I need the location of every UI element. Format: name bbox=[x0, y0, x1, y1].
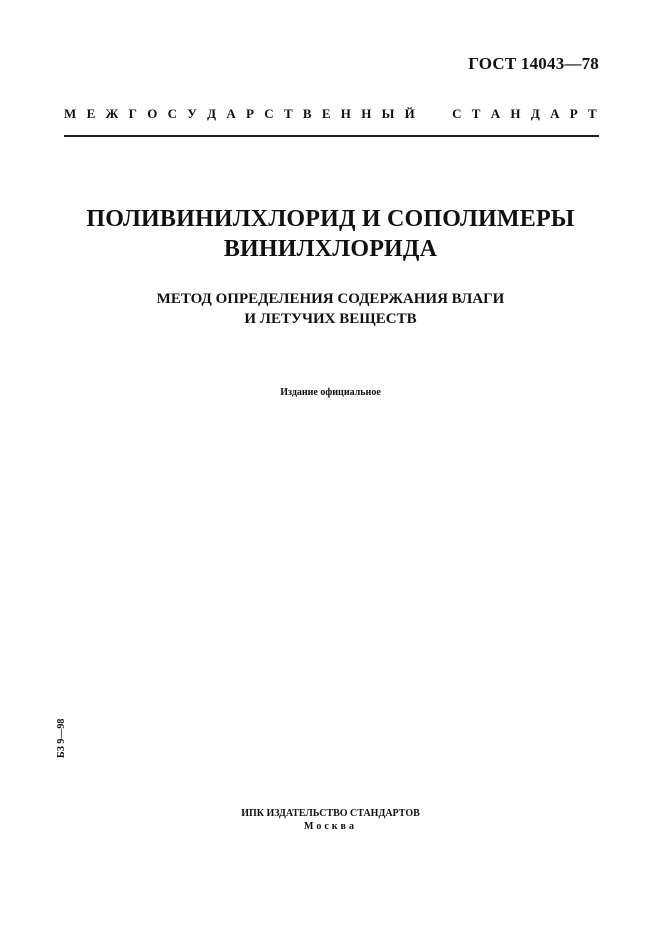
header-divider bbox=[64, 135, 599, 137]
interstate-letter: С bbox=[264, 106, 274, 121]
interstate-letter: С bbox=[167, 106, 178, 121]
interstate-letter bbox=[425, 106, 428, 122]
side-code: БЗ 9—98 bbox=[56, 718, 67, 758]
title-line-2: ВИНИЛХЛОРИДА bbox=[223, 236, 438, 262]
interstate-letter: Н bbox=[510, 106, 521, 121]
interstate-letter: Е bbox=[321, 106, 331, 121]
subtitle-line-1: МЕТОД ОПРЕДЕЛЕНИЯ СОДЕРЖАНИЯ ВЛАГИ bbox=[156, 291, 505, 307]
interstate-letter: Т bbox=[587, 106, 597, 121]
interstate-letter: Т bbox=[471, 106, 481, 121]
interstate-letter bbox=[439, 106, 442, 122]
interstate-letter: Й bbox=[404, 106, 415, 121]
interstate-letter: Ж bbox=[105, 106, 119, 121]
interstate-letter: Д bbox=[207, 106, 217, 121]
publisher-name: ИПК ИЗДАТЕЛЬСТВО СТАНДАРТОВ bbox=[241, 808, 420, 819]
interstate-letter: А bbox=[226, 106, 236, 121]
publisher-city: Москва bbox=[304, 821, 357, 832]
interstate-letter: О bbox=[147, 106, 158, 121]
interstate-letter: М bbox=[64, 106, 77, 121]
interstate-letter: Н bbox=[361, 106, 372, 121]
interstate-letter: У bbox=[187, 106, 197, 121]
title-line-1: ПОЛИВИНИЛХЛОРИД И СОПОЛИМЕРЫ bbox=[86, 206, 575, 232]
interstate-letter: Т bbox=[283, 106, 293, 121]
interstate-letter: А bbox=[490, 106, 501, 121]
gost-number: ГОСТ 14043—78 bbox=[468, 54, 599, 73]
document-title bbox=[0, 204, 661, 264]
publisher-block bbox=[0, 807, 661, 833]
interstate-letter: В bbox=[302, 106, 312, 121]
subtitle-line-2: И ЛЕТУЧИХ ВЕЩЕСТВ bbox=[244, 311, 417, 327]
interstate-letter: Ы bbox=[381, 106, 395, 121]
edition-label: Издание официальное bbox=[280, 387, 381, 398]
interstate-letter: А bbox=[550, 106, 560, 121]
interstate-letter: Р bbox=[246, 106, 254, 121]
interstate-letter: С bbox=[452, 106, 462, 121]
interstate-letter: Д bbox=[530, 106, 540, 121]
document-subtitle bbox=[0, 289, 661, 329]
interstate-letter: Г bbox=[128, 106, 137, 121]
interstate-standard-heading bbox=[64, 106, 597, 122]
interstate-letter: Е bbox=[86, 106, 96, 121]
interstate-letter: Р bbox=[569, 106, 578, 121]
interstate-letter: Н bbox=[340, 106, 351, 121]
